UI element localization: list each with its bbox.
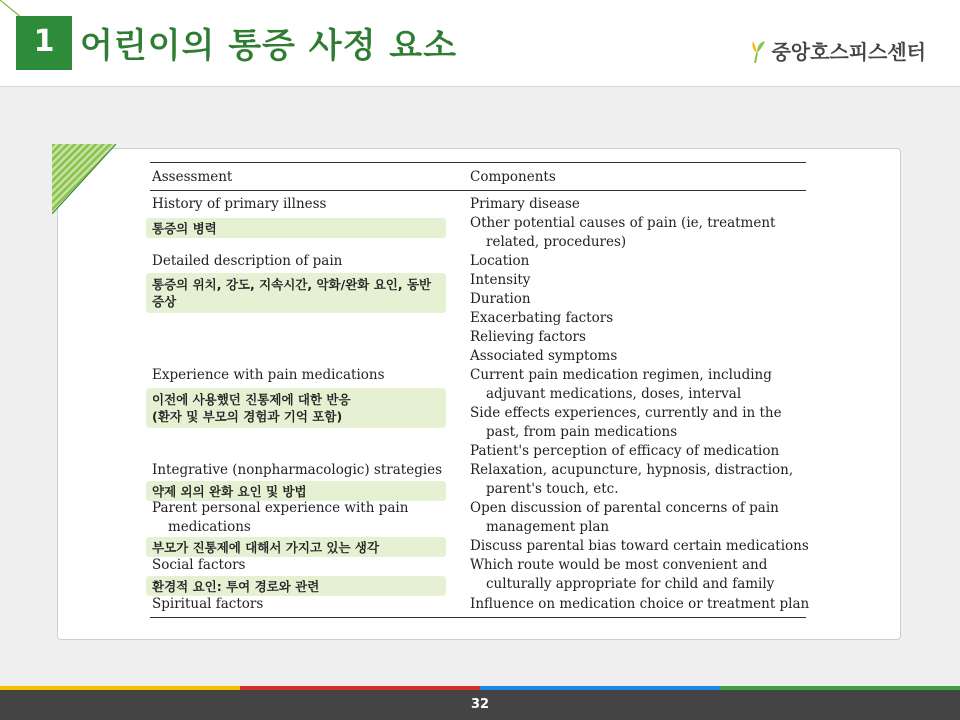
component-line: Patient's perception of efficacy of medication <box>470 443 780 459</box>
component-line: management plan <box>486 519 610 535</box>
korean-note: 증상 <box>152 294 177 309</box>
component-line: Exacerbating factors <box>470 310 614 326</box>
corner-stripes-decoration <box>52 144 116 214</box>
assessment-cell: Experience with pain medications <box>152 367 385 383</box>
component-line: past, from pain medications <box>486 424 678 440</box>
korean-note: (환자 및 부모의 경험과 기억 포함) <box>152 409 343 424</box>
korean-note: 약제 외의 완화 요인 및 방법 <box>152 484 307 499</box>
assessment-cell: medications <box>168 519 251 535</box>
slide-header <box>0 0 960 86</box>
korean-note: 통증의 위치, 강도, 지속시간, 악화/완화 요인, 동반 <box>152 277 432 292</box>
assessment-cell: Detailed description of pain <box>152 253 343 269</box>
component-line: Which route would be most convenient and <box>470 557 768 573</box>
component-line: Discuss parental bias toward certain medications <box>470 538 809 554</box>
component-line: Side effects experiences, currently and in the <box>470 405 782 421</box>
assessment-cell: Parent personal experience with pain <box>152 500 409 516</box>
component-line: parent's touch, etc. <box>486 481 619 497</box>
section-number: 1 <box>33 24 55 59</box>
component-line: Primary disease <box>470 196 580 212</box>
korean-note-highlight <box>146 218 446 238</box>
page-number: 32 <box>470 697 490 712</box>
component-line: Duration <box>470 291 531 307</box>
assessment-cell: Social factors <box>152 557 246 573</box>
assessment-cell: History of primary illness <box>152 196 327 212</box>
table-bottom-rule <box>150 617 806 618</box>
org-logo <box>749 36 926 65</box>
component-line: Current pain medication regimen, including <box>470 367 772 383</box>
component-line: Influence on medication choice or treatment plan <box>470 596 810 612</box>
slide-footer <box>0 690 960 720</box>
component-line: related, procedures) <box>486 234 627 250</box>
korean-note-highlight <box>146 481 446 501</box>
component-line: culturally appropriate for child and family <box>486 576 775 592</box>
component-line: Relieving factors <box>470 329 586 345</box>
table-top-rule <box>150 162 806 163</box>
component-line: Relaxation, acupuncture, hypnosis, distraction, <box>470 462 794 478</box>
slide-title: 어린이의 통증 사정 요소 <box>80 26 457 66</box>
component-line: adjuvant medications, doses, interval <box>486 386 742 402</box>
korean-note-highlight <box>146 388 446 428</box>
col-header-components: Components <box>470 169 556 185</box>
component-line: Other potential causes of pain (ie, treatment <box>470 215 776 231</box>
logo-text: 중앙호스피스센터 <box>771 40 926 64</box>
section-number-badge <box>16 16 72 70</box>
korean-note-highlight <box>146 537 446 557</box>
assessment-cell: Integrative (nonpharmacologic) strategies <box>152 462 443 478</box>
korean-note: 이전에 사용했던 진통제에 대한 반응 <box>152 392 351 407</box>
korean-note: 통증의 병력 <box>152 221 217 236</box>
leaf-icon <box>749 37 769 65</box>
component-line: Intensity <box>470 272 531 288</box>
korean-note-highlight <box>146 576 446 596</box>
component-line: Associated symptoms <box>470 348 618 364</box>
korean-note: 부모가 진통제에 대해서 가지고 있는 생각 <box>152 540 380 555</box>
korean-note-highlight <box>146 273 446 313</box>
component-line: Location <box>470 253 530 269</box>
col-header-assessment: Assessment <box>152 169 233 185</box>
table-header-rule <box>150 190 806 191</box>
korean-note: 환경적 요인: 투여 경로와 관련 <box>152 579 320 594</box>
assessment-cell: Spiritual factors <box>152 596 264 612</box>
component-line: Open discussion of parental concerns of pain <box>470 500 779 516</box>
